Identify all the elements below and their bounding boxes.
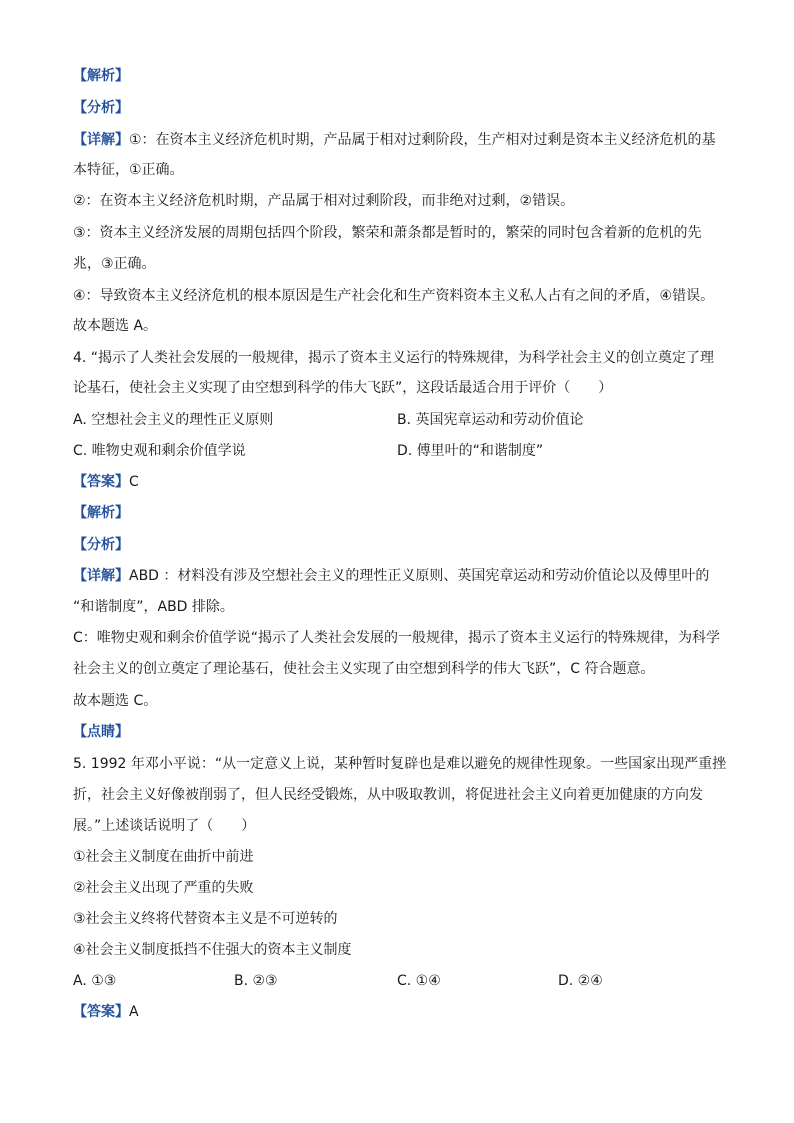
q5-item-4: ④社会主义制度抵挡不住强大的资本主义制度: [73, 942, 352, 958]
q4-xiangjie-text-1: ABD ：材料没有涉及空想社会主义的理性正义原则、英国宪章运动和劳动价值论以及傅里叶的: [129, 568, 710, 584]
q5-option-c: C. ①④: [397, 973, 441, 989]
q5-daan-tag: 【答案】: [73, 1004, 129, 1020]
q4-xiangjie-line-1: [73, 566, 709, 586]
q5-option-a: A. ①③: [73, 973, 117, 989]
q4-option-d: D. 傅里叶的“和谐制度”: [397, 443, 544, 459]
q4-stem-line-2: 论基石，使社会主义实现了由空想到科学的伟大飞跃”，这段话最适合用于评价（ ）: [73, 380, 613, 396]
q5-stem-line-3: 展。”上述谈话说明了（ ）: [73, 818, 256, 834]
q4-dianjing-heading: [73, 722, 129, 742]
q4-jiexi-heading: [73, 503, 129, 523]
q5-item-2: ②社会主义出现了严重的失败: [73, 880, 254, 896]
q3-point-3-line-2: 兆，③正确。: [73, 256, 156, 272]
q4-point-c-line-1: C：唯物史观和剩余价值学说“揭示了人类社会发展的一般规律，揭示了资本主义运行的特殊规律，为科学: [73, 630, 721, 646]
q3-xiangjie-line-2: [73, 160, 184, 180]
q4-fenxi-tag: 【分析】: [73, 537, 129, 553]
q3-point-3-line-1: ③：资本主义经济发展的周期包括四个阶段，繁荣和萧条都是暂时的，繁荣的同时包含着新的危机的先: [73, 225, 702, 241]
q4-xiangjie-tag: 【详解】: [73, 568, 129, 584]
q3-point-2: ②：在资本主义经济危机时期，产品属于相对过剩阶段，而非绝对过剩，②错误。: [73, 193, 575, 209]
q3-fenxi-heading: [73, 98, 129, 118]
q4-dianjing-tag: 【点睛】: [73, 724, 129, 740]
q5-option-d: D. ②④: [558, 973, 603, 989]
q4-option-c: C. 唯物史观和剩余价值学说: [73, 443, 246, 459]
q5-answer: [73, 1002, 139, 1022]
q4-jiexi-tag: 【解析】: [73, 505, 129, 521]
q3-point-4: ④：导致资本主义经济危机的根本原因是生产社会化和生产资料资本主义私人占有之间的矛盾，④错误。: [73, 288, 715, 304]
q3-xiangjie-line-1: [73, 130, 716, 150]
q4-answer: [73, 472, 139, 492]
q3-conclusion: 故本题选 A。: [73, 318, 158, 334]
q3-xiangjie-text-2: 本特征，①正确。: [73, 162, 184, 178]
q3-xiangjie-text-1: ①：在资本主义经济危机时期，产品属于相对过剩阶段，生产相对过剩是资本主义经济危机的基: [129, 132, 716, 148]
q4-point-c-line-2: 社会主义的创立奠定了理论基石，使社会主义实现了由空想到科学的伟大飞跃”，C 符合题意。: [73, 661, 655, 677]
q4-xiangjie-line-2: “和谐制度”，ABD 排除。: [73, 599, 234, 615]
q4-option-a: A. 空想社会主义的理性正义原则: [73, 412, 274, 428]
q5-daan-value: A: [129, 1004, 139, 1020]
q3-xiangjie-tag: 【详解】: [73, 132, 129, 148]
q4-stem-line-1: 4. “揭示了人类社会发展的一般规律，揭示了资本主义运行的特殊规律，为科学社会主义的创立奠定了理: [73, 350, 715, 366]
q3-fenxi-tag: 【分析】: [73, 100, 129, 116]
q3-jiexi-heading: [73, 66, 129, 86]
q3-jiexi-tag: 【解析】: [73, 68, 129, 84]
q4-conclusion: 故本题选 C。: [73, 693, 158, 709]
q4-option-b: B. 英国宪章运动和劳动价值论: [397, 412, 584, 428]
q5-stem-line-1: 5. 1992 年邓小平说：“从一定意义上说，某种暂时复辟也是难以避免的规律性现象。一些国家出现严重挫: [73, 756, 727, 772]
q5-option-b: B. ②③: [234, 973, 278, 989]
q5-stem-line-2: 折，社会主义好像被削弱了，但人民经受锻炼，从中吸取教训，将促进社会主义向着更加健康的方向发: [73, 787, 703, 803]
q4-fenxi-heading: [73, 535, 129, 555]
q5-item-3: ③社会主义终将代替资本主义是不可逆转的: [73, 911, 338, 927]
q4-daan-tag: 【答案】: [73, 474, 129, 490]
q5-item-1: ①社会主义制度在曲折中前进: [73, 849, 254, 865]
q4-daan-value: C: [129, 474, 139, 490]
